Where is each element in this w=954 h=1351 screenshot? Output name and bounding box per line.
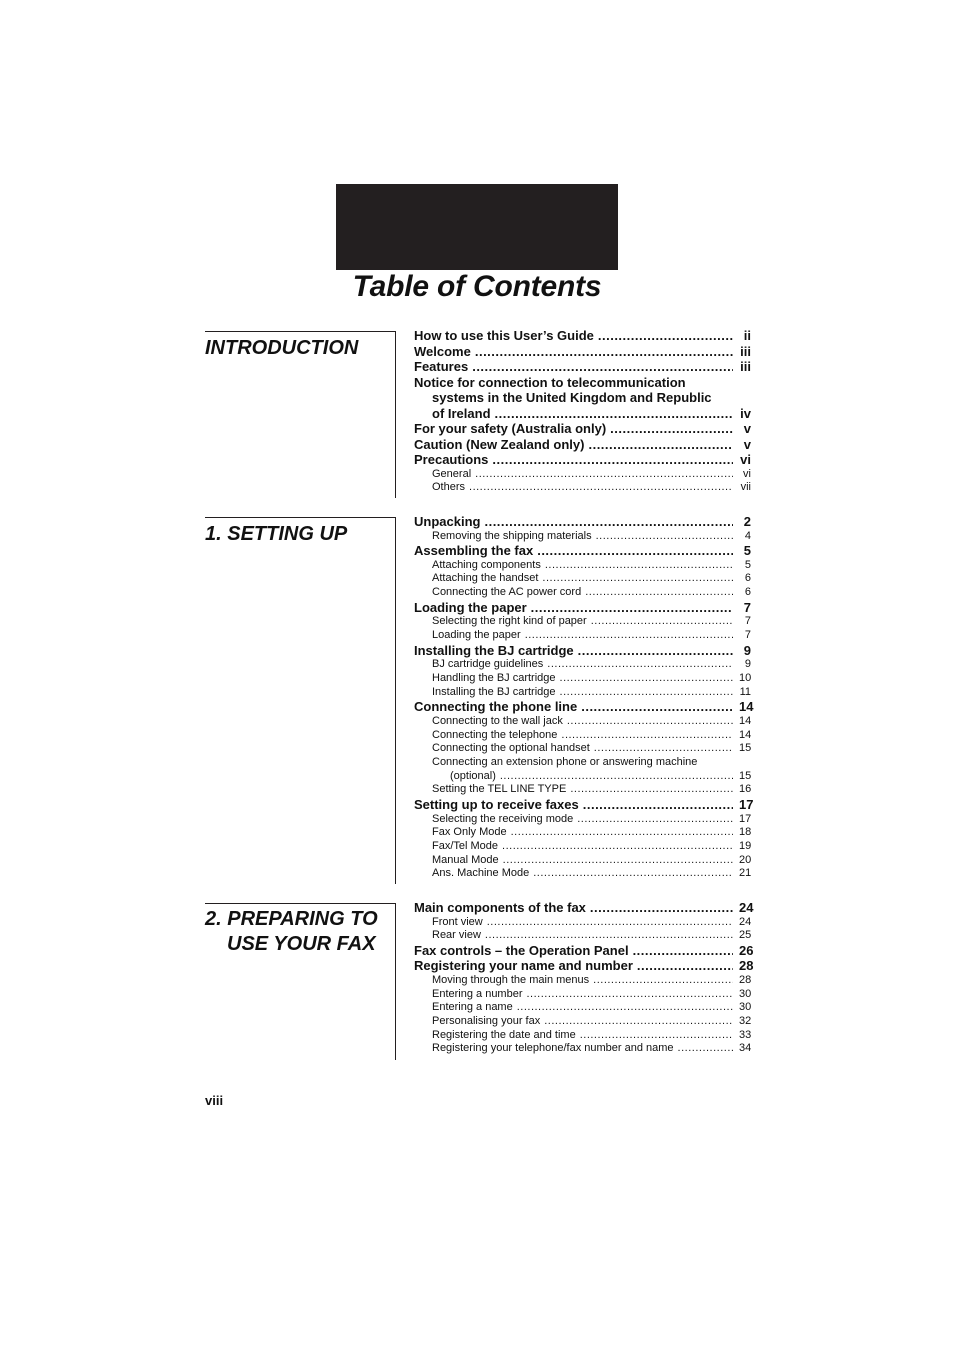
entry-label: General <box>432 467 472 480</box>
toc-subentry[interactable] <box>414 559 751 573</box>
entry-label-line: Connecting an extension phone or answering machine <box>432 755 698 768</box>
toc-subentry[interactable] <box>414 867 751 881</box>
entry-label: Caution (New Zealand only) <box>414 436 585 452</box>
entry-page-number: 28 <box>739 958 754 974</box>
toc-subentry[interactable] <box>414 686 751 700</box>
entry-label: Connecting the AC power cord <box>432 586 582 599</box>
section-title-line: 2. PREPARING TO <box>205 908 378 930</box>
toc-subentry[interactable] <box>414 572 751 586</box>
dot-leader <box>561 729 733 743</box>
toc-subentry[interactable] <box>414 672 751 686</box>
entry-page-number: 14 <box>739 699 754 715</box>
dot-leader <box>594 742 733 756</box>
dot-leader <box>585 586 733 600</box>
entry-label: Entering a number <box>432 987 523 1000</box>
entry-page-number: vi <box>743 467 751 480</box>
entry-label: Setting the TEL LINE TYPE <box>432 783 567 796</box>
entry-label: Assembling the fax <box>414 543 534 559</box>
entry-page-number: 24 <box>739 900 754 915</box>
dot-leader <box>593 974 733 988</box>
entry-page-number: iii <box>740 359 751 374</box>
entry-page-number: ii <box>743 328 751 343</box>
entry-label: Connecting the phone line <box>414 699 578 715</box>
entry-page-number: 7 <box>743 599 751 615</box>
toc-subentry[interactable] <box>414 468 751 482</box>
entry-page-number: 11 <box>739 685 751 698</box>
dot-leader <box>475 468 733 482</box>
entry-label: Ans. Machine Mode <box>432 867 530 880</box>
toc-subentry[interactable] <box>414 1001 751 1015</box>
section-rule <box>205 517 396 518</box>
dot-leader <box>547 658 733 672</box>
entry-label: Attaching the handset <box>432 572 539 585</box>
entry-label: Welcome <box>414 343 471 359</box>
toc-subentry[interactable] <box>414 826 751 840</box>
dot-leader <box>517 1001 733 1015</box>
entry-page-number: v <box>743 421 751 436</box>
toc-entry[interactable] <box>414 958 754 974</box>
dot-leader <box>495 406 733 422</box>
dot-leader <box>487 916 733 930</box>
entry-label: How to use this User’s Guide <box>414 328 594 343</box>
entry-label: Rear view <box>432 929 481 942</box>
toc-subentry[interactable] <box>414 1015 751 1029</box>
entry-label: Fax Only Mode <box>432 826 507 839</box>
dot-leader <box>588 437 733 453</box>
dot-leader <box>678 1042 733 1056</box>
entry-page-number: vi <box>740 452 751 467</box>
dot-leader <box>633 943 733 959</box>
dot-leader <box>475 344 733 360</box>
dot-leader <box>590 900 733 916</box>
toc-subentry[interactable] <box>414 715 751 729</box>
entry-label: Registering the date and time <box>432 1028 576 1041</box>
toc-entries <box>414 328 751 495</box>
entry-label: BJ cartridge guidelines <box>432 658 544 671</box>
dot-leader <box>525 629 733 643</box>
page-title: Table of Contents <box>352 270 602 303</box>
toc-entry[interactable] <box>414 942 754 959</box>
entry-label: Handling the BJ cartridge <box>432 671 556 684</box>
entry-label: Selecting the receiving mode <box>432 812 574 825</box>
entry-page-number: 33 <box>739 1028 752 1041</box>
entry-page-number: 20 <box>739 853 752 866</box>
section-vertical-line <box>395 517 396 884</box>
dot-leader <box>637 958 733 974</box>
entry-page-number: 16 <box>739 783 752 796</box>
toc-subentry[interactable] <box>414 629 751 643</box>
entry-page-number: 26 <box>739 942 754 958</box>
entry-label: Manual Mode <box>432 853 499 866</box>
entry-label: Entering a name <box>432 1001 513 1014</box>
entry-label: Moving through the main menus <box>432 973 590 986</box>
entry-label: Removing the shipping materials <box>432 529 592 542</box>
dot-leader <box>583 797 733 813</box>
entry-label: Personalising your fax <box>432 1015 541 1028</box>
toc-entry[interactable] <box>414 421 751 437</box>
section-title-line: INTRODUCTION <box>205 337 359 359</box>
dot-leader <box>596 530 733 544</box>
dot-leader <box>580 1029 733 1043</box>
entry-label: Attaching components <box>432 558 541 571</box>
entry-page-number: 5 <box>743 543 751 559</box>
dot-leader <box>492 452 733 468</box>
entry-page-number: 14 <box>739 728 752 741</box>
section-title-line: 1. SETTING UP <box>205 523 348 545</box>
page-number: viii <box>205 1093 224 1108</box>
entry-page-number: 7 <box>744 629 751 642</box>
entry-page-number: 15 <box>739 769 752 782</box>
dot-leader <box>500 770 733 784</box>
dot-leader <box>511 826 733 840</box>
dot-leader <box>591 615 733 629</box>
toc-subentry[interactable] <box>414 729 751 743</box>
toc-entries <box>414 514 754 881</box>
dot-leader <box>502 840 733 854</box>
dot-leader <box>531 600 733 616</box>
dot-leader <box>544 1015 733 1029</box>
toc-entry[interactable] <box>414 514 751 530</box>
toc-entry[interactable] <box>414 375 751 422</box>
entry-label: Registering your name and number <box>414 958 633 974</box>
dot-leader <box>560 686 733 700</box>
entry-page-number: iv <box>740 405 751 421</box>
toc-entries <box>414 900 754 1056</box>
entry-page-number: 32 <box>739 1015 752 1028</box>
toc-subentry[interactable] <box>414 783 751 797</box>
toc-subentry[interactable] <box>414 840 751 854</box>
toc-entry[interactable] <box>414 797 754 813</box>
entry-page-number: 15 <box>739 742 752 755</box>
entry-label: Installing the BJ cartridge <box>414 642 574 658</box>
toc-entry[interactable] <box>414 328 751 344</box>
header-block <box>336 184 618 270</box>
entry-label: Front view <box>432 915 483 928</box>
toc-subentry[interactable] <box>414 854 751 868</box>
entry-page-number: 2 <box>743 514 751 529</box>
entry-label: of Ireland <box>432 405 491 421</box>
section-title <box>205 522 390 547</box>
entry-label: Others <box>432 481 466 494</box>
toc-subentry[interactable] <box>414 1042 751 1056</box>
entry-page-number: 21 <box>739 867 752 880</box>
dot-leader <box>533 867 733 881</box>
entry-page-number: 14 <box>739 714 752 727</box>
entry-page-number: 34 <box>739 1042 752 1055</box>
section-title <box>205 907 390 957</box>
section-title <box>205 336 390 361</box>
section-rule <box>205 903 396 904</box>
toc-subentry[interactable] <box>414 1029 751 1043</box>
dot-leader <box>577 813 733 827</box>
entry-label: Unpacking <box>414 514 481 529</box>
entry-label: Loading the paper <box>414 599 527 615</box>
toc-subentry[interactable] <box>414 813 751 827</box>
dot-leader <box>542 572 733 586</box>
section-title-line: USE YOUR FAX <box>227 933 376 955</box>
entry-label-line: systems in the United Kingdom and Republic <box>432 390 712 405</box>
entry-label: Selecting the right kind of paper <box>432 615 587 628</box>
entry-label: Setting up to receive faxes <box>414 797 579 813</box>
entry-label: Features <box>414 359 469 374</box>
entry-page-number: 6 <box>744 572 751 585</box>
entry-label: Connecting the telephone <box>432 728 558 741</box>
entry-page-number: 30 <box>739 987 752 1000</box>
entry-page-number: 25 <box>739 929 752 942</box>
dot-leader <box>545 559 733 573</box>
toc-subentry[interactable] <box>414 929 751 943</box>
entry-page-number: 9 <box>744 658 751 671</box>
toc-entry[interactable] <box>414 359 751 375</box>
toc-subentry[interactable] <box>414 615 751 629</box>
entry-page-number: iii <box>740 343 751 359</box>
entry-label: Fax/Tel Mode <box>432 839 499 852</box>
dot-leader <box>578 643 733 659</box>
dot-leader <box>472 359 733 375</box>
dot-leader <box>527 988 734 1002</box>
entry-page-number: 7 <box>744 615 751 628</box>
entry-label: Loading the paper <box>432 629 521 642</box>
entry-label: Registering your telephone/fax number and name <box>432 1042 674 1055</box>
toc-subentry[interactable] <box>414 530 751 544</box>
entry-page-number: 6 <box>744 586 751 599</box>
section-vertical-line <box>395 903 396 1060</box>
entry-page-number: v <box>743 436 751 452</box>
entry-page-number: 17 <box>739 797 754 813</box>
dot-leader <box>610 421 733 437</box>
entry-page-number: 10 <box>739 671 752 684</box>
dot-leader <box>581 699 733 715</box>
entry-label: Connecting the optional handset <box>432 742 590 755</box>
toc-subentry[interactable] <box>414 481 751 495</box>
entry-page-number: vii <box>740 481 751 494</box>
toc-subentry[interactable] <box>414 586 751 600</box>
dot-leader <box>598 328 733 344</box>
entry-page-number: 18 <box>739 826 752 839</box>
entry-page-number: 19 <box>739 839 752 852</box>
toc-subentry[interactable] <box>414 916 751 930</box>
toc-entry[interactable] <box>414 344 751 360</box>
dot-leader <box>537 543 733 559</box>
entry-page-number: 17 <box>739 812 752 825</box>
toc-subentry[interactable] <box>414 658 751 672</box>
dot-leader <box>503 854 733 868</box>
section-vertical-line <box>395 331 396 498</box>
toc-subentry[interactable] <box>414 974 751 988</box>
entry-label-line: Notice for connection to telecommunication <box>414 374 686 390</box>
dot-leader <box>485 929 733 943</box>
entry-page-number: 28 <box>739 973 752 986</box>
toc-subentry[interactable] <box>414 756 751 783</box>
dot-leader <box>567 715 733 729</box>
toc-subentry[interactable] <box>414 988 751 1002</box>
toc-entry[interactable] <box>414 600 751 616</box>
entry-label: For your safety (Australia only) <box>414 421 607 436</box>
entry-label: Installing the BJ cartridge <box>432 685 556 698</box>
entry-page-number: 24 <box>739 915 752 928</box>
entry-page-number: 4 <box>744 529 751 542</box>
dot-leader <box>484 514 733 530</box>
section-rule <box>205 331 396 332</box>
toc-entry[interactable] <box>414 699 754 715</box>
dot-leader <box>560 672 733 686</box>
toc-entry[interactable] <box>414 643 751 659</box>
entry-page-number: 30 <box>739 1001 752 1014</box>
toc-subentry[interactable] <box>414 742 751 756</box>
entry-page-number: 9 <box>743 642 751 658</box>
entry-page-number: 5 <box>744 558 751 571</box>
toc-entry[interactable] <box>414 543 751 559</box>
toc-entry[interactable] <box>414 900 754 916</box>
entry-label: Main components of the fax <box>414 900 586 915</box>
toc-entry[interactable] <box>414 437 751 453</box>
dot-leader <box>469 481 733 495</box>
entry-label: Connecting to the wall jack <box>432 714 563 727</box>
toc-entry[interactable] <box>414 452 751 468</box>
dot-leader <box>570 783 733 797</box>
entry-label: (optional) <box>450 769 496 782</box>
entry-label: Fax controls – the Operation Panel <box>414 942 629 958</box>
entry-label: Precautions <box>414 452 489 467</box>
